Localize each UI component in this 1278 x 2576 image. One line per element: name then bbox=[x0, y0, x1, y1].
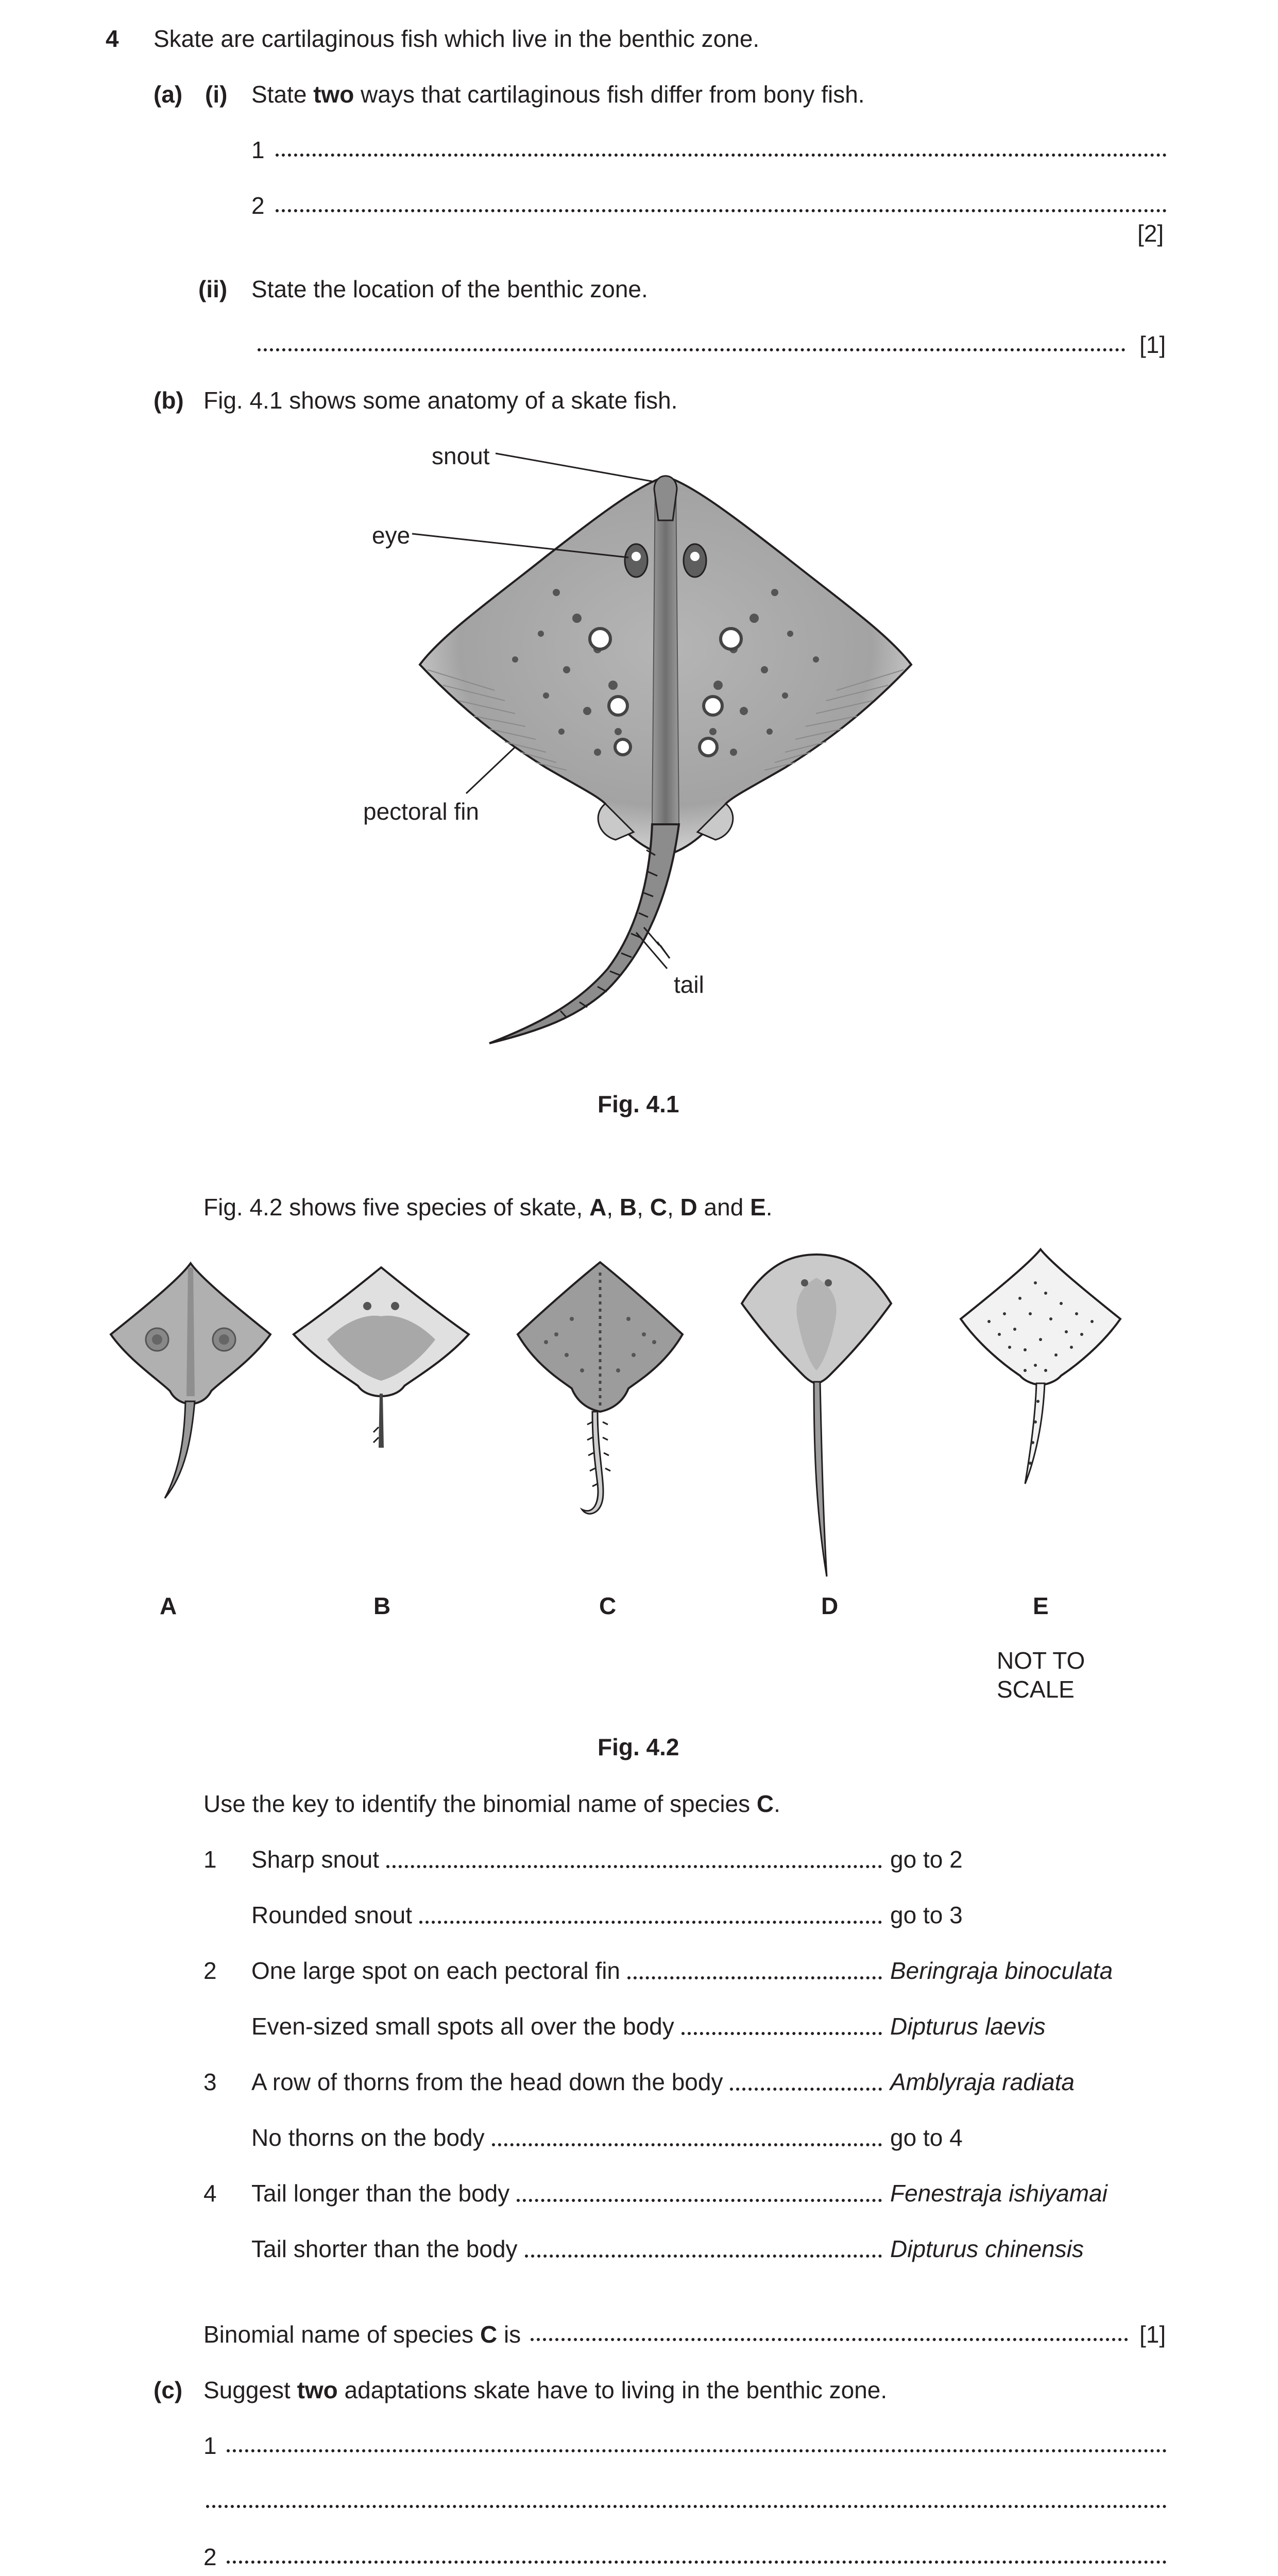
key-leader-dots bbox=[492, 2143, 882, 2146]
key-step-number: 4 bbox=[203, 2180, 217, 2207]
species-label-B: B bbox=[373, 1592, 391, 1619]
skate-anatomy-figure bbox=[0, 0, 1278, 1082]
label-snout: snout bbox=[432, 443, 490, 469]
key-result: Beringraja binoculata bbox=[890, 1957, 1113, 1984]
key-leader-dots bbox=[525, 2255, 882, 2258]
figure-caption-4-1: Fig. 4.1 bbox=[598, 1091, 679, 1117]
question-intro: Skate are cartilaginous fish which live in the benthic zone. bbox=[154, 25, 760, 52]
key-leader-dots bbox=[517, 2199, 882, 2202]
question-number: 4 bbox=[106, 25, 119, 52]
key-result: Dipturus laevis bbox=[890, 2013, 1046, 2040]
key-result: Dipturus chinensis bbox=[890, 2235, 1084, 2262]
key-leader-dots bbox=[730, 2088, 882, 2091]
fig-4-2-intro: Fig. 4.2 shows five species of skate, A, B, C, D and E. bbox=[203, 1194, 773, 1221]
figure-caption-4-2: Fig. 4.2 bbox=[598, 1734, 679, 1760]
key-result: go to 3 bbox=[890, 1902, 963, 1928]
answer-line-number: 1 bbox=[251, 137, 265, 163]
answer-line[interactable] bbox=[227, 2561, 1167, 2564]
species-label-D: D bbox=[821, 1592, 839, 1619]
key-statement: Tail shorter than the body bbox=[251, 2235, 518, 2262]
species-label-A: A bbox=[160, 1592, 177, 1619]
part-a-ii-label: (ii) bbox=[198, 276, 228, 302]
key-step-number: 2 bbox=[203, 1957, 217, 1984]
key-statement: Even-sized small spots all over the body bbox=[251, 2013, 674, 2040]
key-statement: No thorns on the body bbox=[251, 2124, 485, 2151]
label-eye: eye bbox=[372, 522, 411, 549]
key-leader-dots bbox=[386, 1865, 882, 1868]
key-statement: Rounded snout bbox=[251, 1902, 413, 1928]
part-b-label: (b) bbox=[154, 387, 184, 414]
key-statement: A row of thorns from the head down the body bbox=[251, 2069, 723, 2095]
species-label-C: C bbox=[599, 1592, 617, 1619]
key-result: Fenestraja ishiyamai bbox=[890, 2180, 1107, 2207]
key-result: go to 4 bbox=[890, 2124, 963, 2151]
label-tail: tail bbox=[674, 971, 704, 998]
key-leader-dots bbox=[681, 2032, 882, 2035]
marks-label: [2] bbox=[1137, 220, 1164, 247]
key-statement: Tail longer than the body bbox=[251, 2180, 510, 2207]
key-leader-dots bbox=[627, 1976, 882, 1979]
part-a-i-label: (i) bbox=[205, 81, 228, 108]
answer-line[interactable] bbox=[227, 2449, 1167, 2452]
answer-line-number: 2 bbox=[203, 2544, 217, 2570]
key-step-number: 3 bbox=[203, 2069, 217, 2095]
not-to-scale-note: SCALE bbox=[997, 1676, 1075, 1703]
part-a-label: (a) bbox=[154, 81, 183, 108]
answer-line-number: 2 bbox=[251, 192, 265, 219]
part-a-ii-question: State the location of the benthic zone. bbox=[251, 276, 648, 302]
part-c-label: (c) bbox=[154, 2377, 183, 2403]
marks-label: [1] bbox=[1139, 331, 1166, 358]
key-statement: One large spot on each pectoral fin bbox=[251, 1957, 621, 1984]
species-label-E: E bbox=[1033, 1592, 1049, 1619]
not-to-scale-note: NOT TO bbox=[997, 1647, 1085, 1674]
skate-species-E-image bbox=[958, 1247, 1123, 1489]
key-step-number: 1 bbox=[203, 1846, 217, 1873]
answer-line[interactable] bbox=[206, 2505, 1167, 2508]
key-intro: Use the key to identify the binomial name of species C. bbox=[203, 1790, 780, 1817]
key-statement: Sharp snout bbox=[251, 1846, 380, 1873]
answer-line-number: 1 bbox=[203, 2432, 217, 2459]
key-result: go to 2 bbox=[890, 1846, 963, 1873]
part-c-question: Suggest two adaptations skate have to living in the benthic zone. bbox=[203, 2377, 888, 2403]
skate-species-C-image bbox=[515, 1257, 685, 1525]
species-c-answer-prompt: Binomial name of species C is bbox=[203, 2321, 521, 2348]
part-b-intro: Fig. 4.1 shows some anatomy of a skate fish. bbox=[203, 387, 678, 414]
skate-species-B-image bbox=[291, 1257, 471, 1463]
label-pectoral-fin: pectoral fin bbox=[363, 798, 480, 825]
skate-species-D-image bbox=[737, 1247, 896, 1582]
answer-line[interactable] bbox=[531, 2338, 1128, 2341]
part-a-i-question: State two ways that cartilaginous fish differ from bony fish. bbox=[251, 81, 865, 108]
skate-species-A-image bbox=[108, 1257, 273, 1504]
key-leader-dots bbox=[419, 1921, 882, 1924]
marks-label: [1] bbox=[1139, 2321, 1166, 2348]
key-result: Amblyraja radiata bbox=[890, 2069, 1075, 2095]
